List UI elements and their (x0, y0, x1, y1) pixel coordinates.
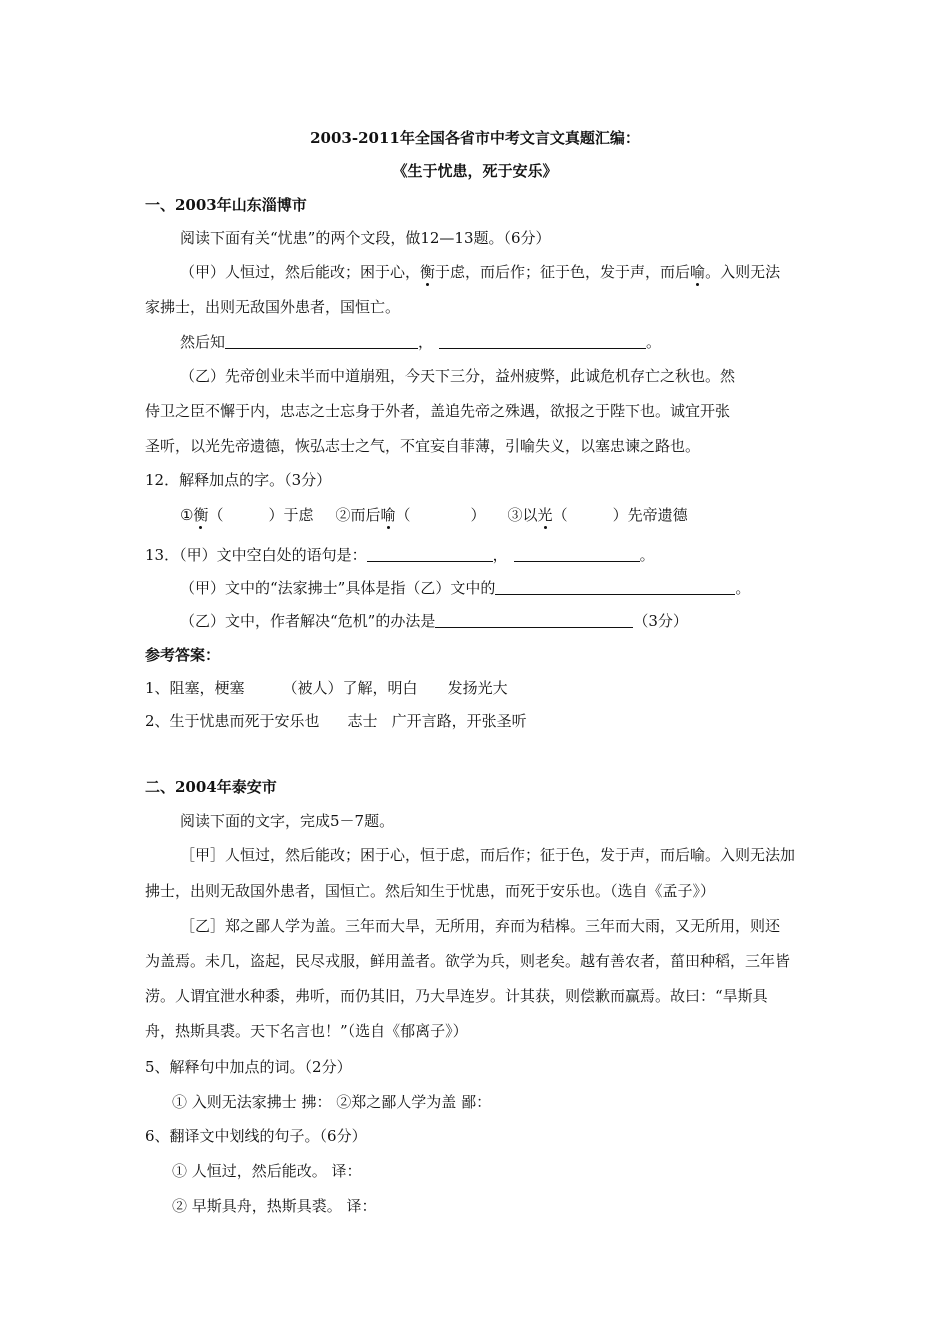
section2-heading: 二、2004年泰安市 (145, 778, 277, 796)
question-6-item2: ② 早斯具舟，热斯具裘。 译： (172, 1197, 377, 1215)
document-title: 2003-2011年全国各省市中考文言文真题汇编： (310, 129, 640, 147)
comma-2: ， (492, 546, 508, 564)
q12-opt1-blank[interactable]: （ ）于虑 (208, 506, 314, 524)
ranhou-fill-line (180, 332, 661, 352)
q13-c-score: （3分） (633, 612, 688, 630)
q12-opt3-blank[interactable]: （ ）先帝遗德 (552, 506, 688, 524)
section1-yi-line2: 侍卫之臣不懈于内，忠志之士忘身于外者，盖追先帝之殊遇，欲报之于陛下也。诚宜开张 (145, 402, 731, 420)
answer-1 (145, 678, 508, 698)
answer-1-b: （被人）了解，明白 (282, 679, 418, 697)
q13-b-text: （甲）文中的“法家拂士”具体是指（乙）文中的 (180, 579, 496, 597)
answer-blank-2[interactable] (439, 334, 646, 349)
q12-opt2-blank[interactable]: （ ） (395, 506, 486, 524)
section2-jia-line2: 拂士，出则无敌国外患者，国恒亡。然后知生于忧患，而死于安乐也。（选自《孟子》） (145, 882, 716, 900)
ranhou-prefix: 然后知 (180, 333, 226, 351)
section2-yi-line1: ［乙］郑之鄙人学为盖。三年而大旱，无所用，弃而为秸槔。三年而大雨，又无所用，则还 (180, 917, 781, 935)
section1-intro: 阅读下面有关“忧患”的两个文段，做12—13题。（6分） (180, 229, 551, 247)
section2-yi-line2: 为盖焉。未几，盗起，民尽戎服，鲜用盖者。欲学为兵，则老矣。越有善农者，菑田种稻，三年皆 (145, 952, 791, 970)
section2-yi-line4: 舟，热斯具裘。天下名言也！”（选自《郁离子》） (145, 1022, 468, 1040)
section1-jia-line2: 家拂士，出则无敌国外患者，国恒亡。 (145, 298, 401, 316)
q12-opt2-num: ②而后 (335, 506, 381, 524)
q13-c-text: （乙）文中，作者解决“危机”的办法是 (180, 612, 436, 630)
dotted-char-heng: 衡 (420, 263, 436, 281)
answer-2 (145, 711, 527, 731)
section2-jia-line1: ［甲］人恒过，然后能改；困于心，恒于虑，而后作；征于色，发于声，而后喻。入则无法加 (180, 846, 796, 864)
question-13-b (180, 578, 750, 598)
section1-yi-line3: 圣听，以光先帝遗德，恢弘志士之气，不宜妄自菲薄，引喻失义，以塞忠谏之路也。 (145, 437, 701, 455)
answer-blank-1[interactable] (225, 334, 418, 349)
dotted-char-yu: 喻 (690, 263, 706, 281)
q12-opt3-num: ③以 (507, 506, 538, 524)
q13-a-text: 13．（甲）文中空白处的语句是： (145, 546, 367, 564)
section1-yi-line1: （乙）先帝创业未半而中道崩殂，今天下三分，益州疲弊，此诚危机存亡之秋也。然 (180, 367, 736, 385)
question-5-options: ① 入则无法家拂士 拂： ②郑之鄙人学为盖 鄙： (172, 1093, 492, 1111)
question-12-options (180, 505, 688, 525)
section1-jia-line1 (180, 262, 780, 282)
dotted-char-yu-q: 喻 (380, 506, 396, 524)
answer-1-c: 发扬光大 (447, 679, 508, 697)
answer-blank-6[interactable] (435, 613, 633, 628)
jia-text-b: 于虑，而后作；征于色，发于声，而后 (435, 263, 691, 281)
answer-blank-3[interactable] (367, 547, 493, 562)
question-12: 12．解释加点的字。（3分） (145, 471, 332, 489)
period-1: 。 (646, 333, 662, 351)
answer-1-a: 1、阻塞，梗塞 (145, 679, 245, 697)
answer-2-a: 2、生于忧患而死于安乐也 (145, 712, 320, 730)
question-6: 6、翻译文中划线的句子。（6分） (145, 1127, 367, 1145)
period-2: 。 (639, 546, 655, 564)
question-13-c (180, 611, 688, 631)
jia-text-a: （甲）人恒过，然后能改；困于心， (180, 263, 421, 281)
comma-1: ， (418, 333, 434, 351)
question-5: 5、解释句中加点的词。（2分） (145, 1058, 352, 1076)
answer-blank-5[interactable] (495, 580, 735, 595)
answer-2-b: 志士 (347, 712, 378, 730)
q12-opt1-num: ① (180, 506, 194, 524)
jia-text-c: 。入则无法 (705, 263, 781, 281)
dotted-char-guang-q: 光 (537, 506, 553, 524)
section1-heading: 一、2003年山东淄博市 (145, 196, 307, 214)
document-subtitle: 《生于忧患，死于安乐》 (392, 162, 558, 180)
period-3: 。 (735, 579, 751, 597)
question-6-item1: ① 人恒过，然后能改。 译： (172, 1162, 362, 1180)
dotted-char-heng-q: 衡 (193, 506, 209, 524)
answer-heading: 参考答案： (145, 646, 221, 664)
question-13-a (145, 545, 655, 565)
answer-2-c: 广开言路，开张圣听 (391, 712, 527, 730)
section2-intro: 阅读下面的文字，完成5－7题。 (180, 812, 395, 830)
answer-blank-4[interactable] (514, 547, 640, 562)
section2-yi-line3: 涝。人谓宜泄水种黍，弗听，而仍其旧，乃大旱连岁。计其获，则偿歉而赢焉。故曰：“旱斯具 (145, 987, 768, 1005)
